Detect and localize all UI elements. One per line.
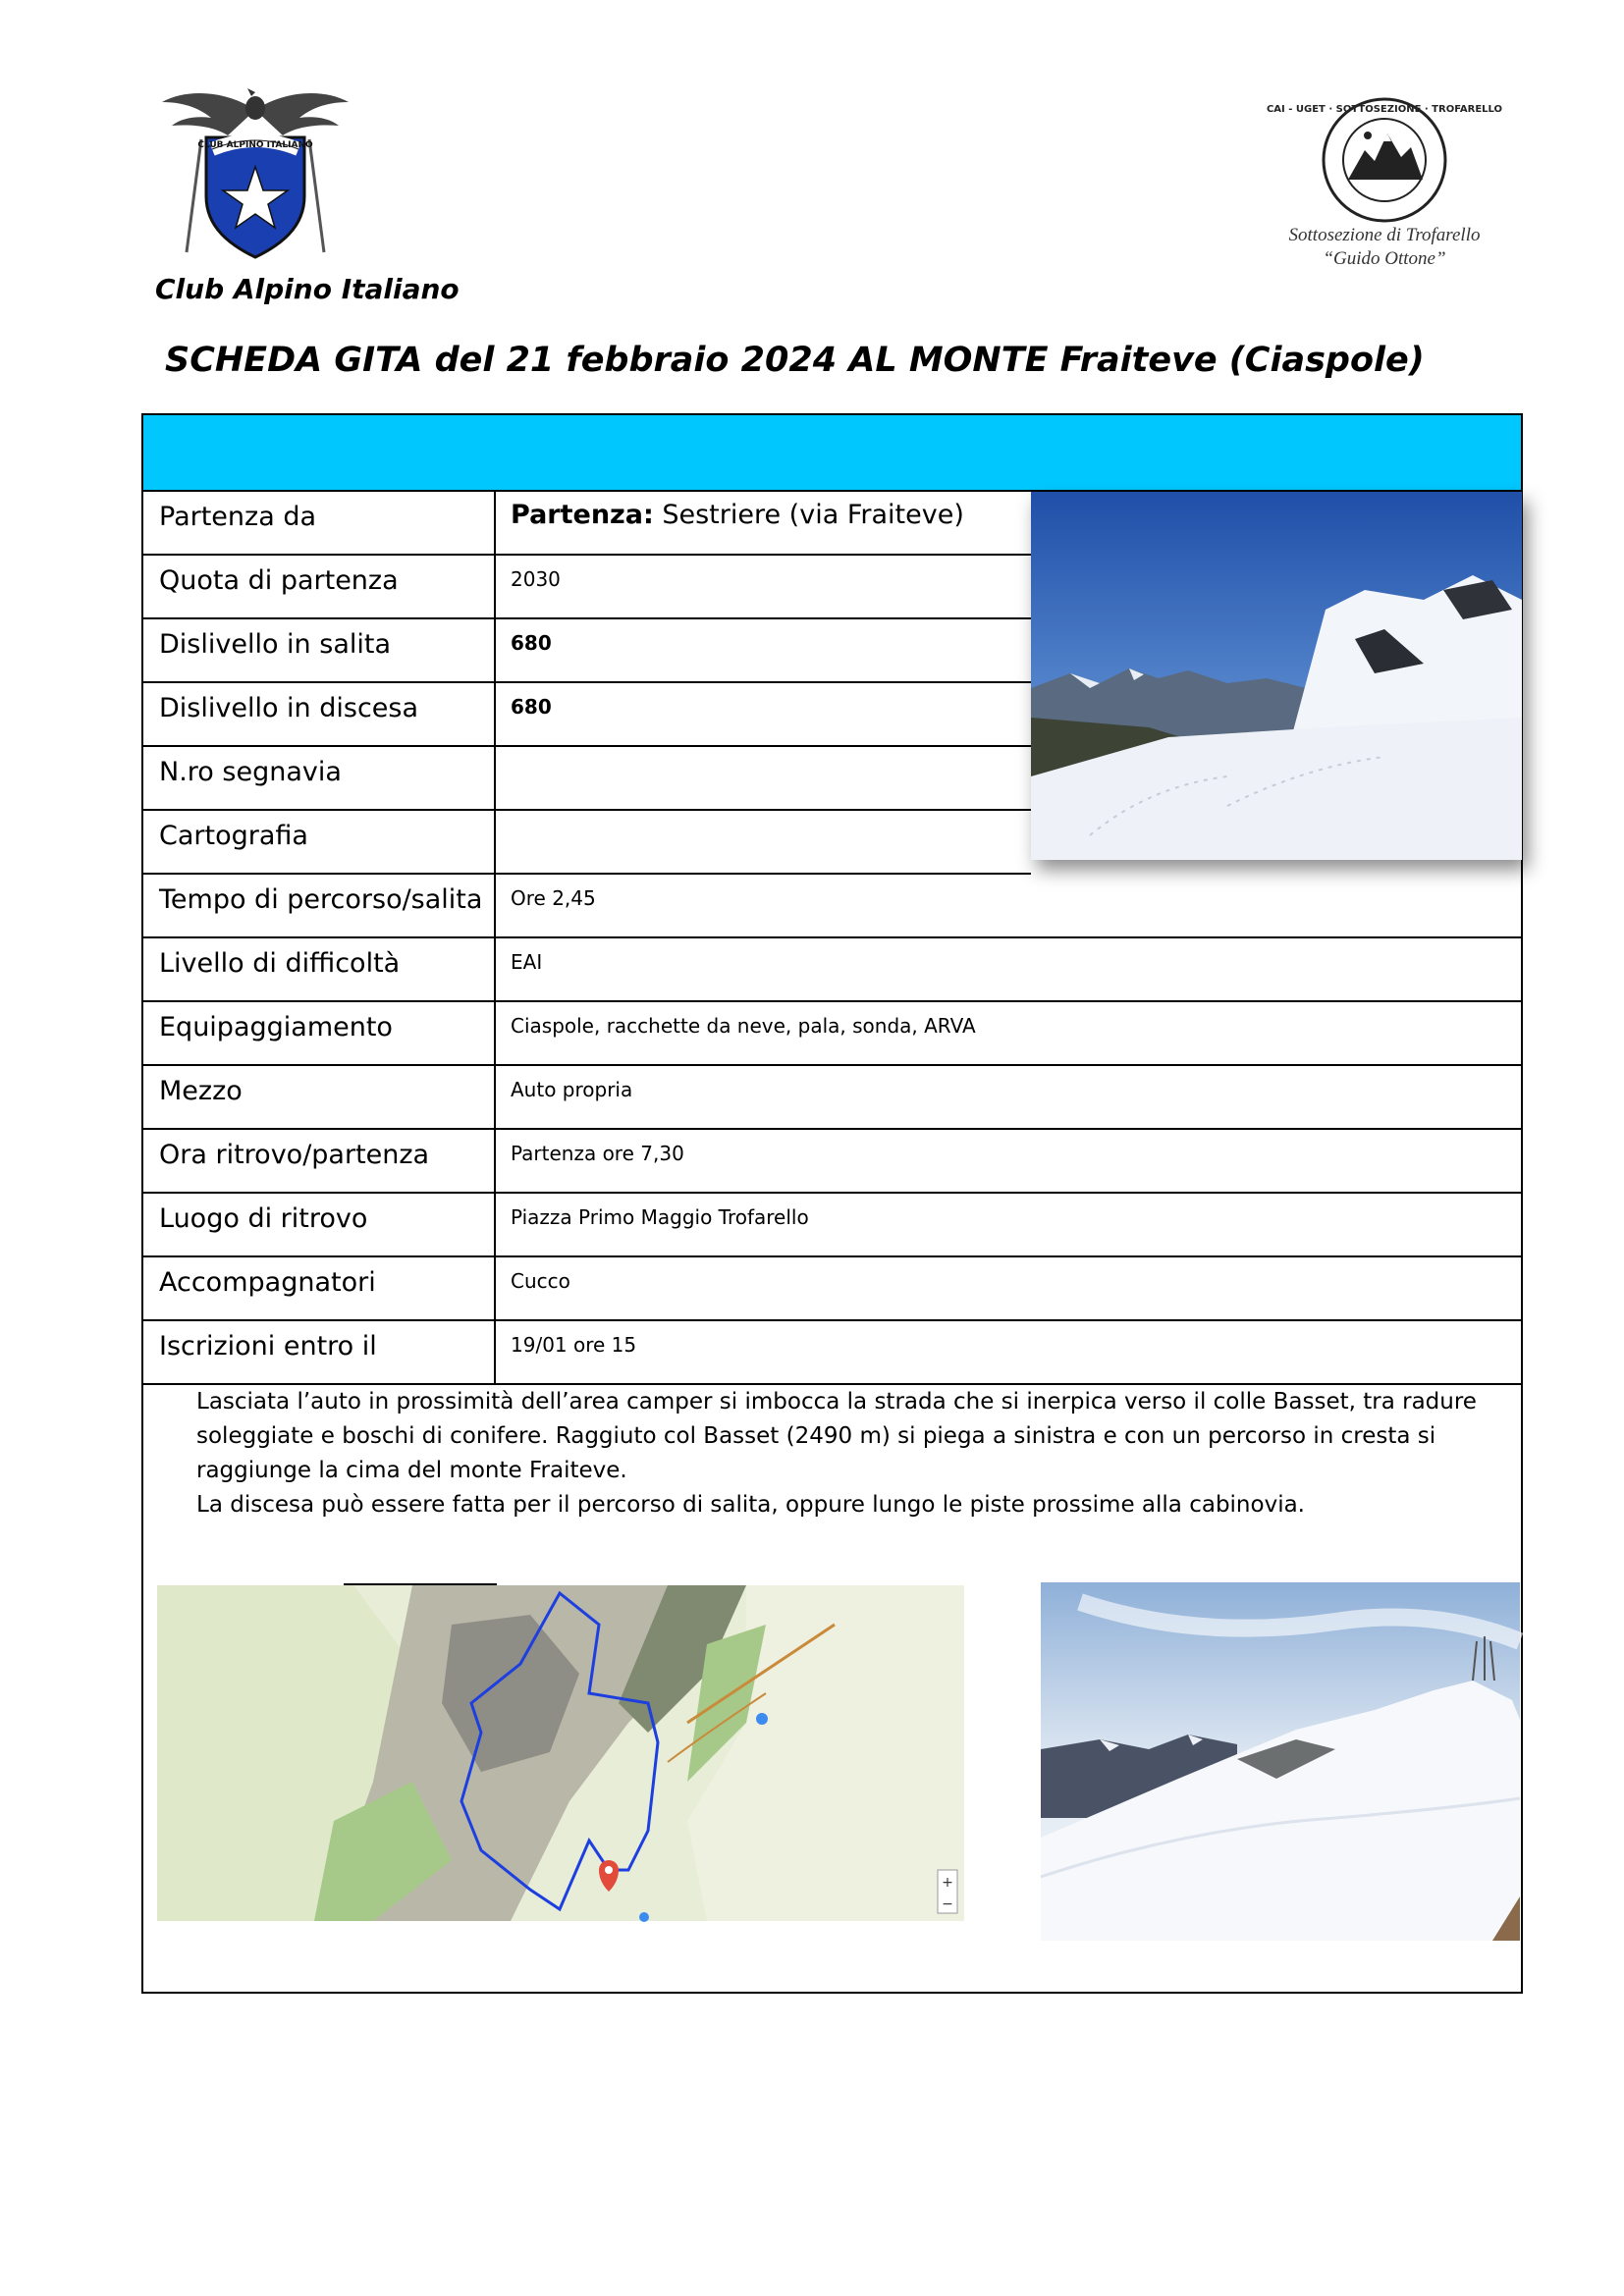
row-value: Partenza ore 7,30	[511, 1142, 684, 1165]
description-line: raggiunge la cima del monte Fraiteve.	[196, 1458, 627, 1483]
page-title: SCHEDA GITA del 21 febbraio 2024 AL MONTE Fraiteve (Ciaspole)	[165, 341, 1425, 380]
table-row	[143, 1002, 1521, 1066]
start-value-label: Partenza:	[511, 500, 654, 530]
table-row	[143, 619, 1031, 683]
row-label: Accompagnatori	[159, 1267, 376, 1298]
section-name-line1: Sottosezione di Trofarello	[1288, 225, 1481, 245]
table-row	[143, 556, 1031, 619]
table-row	[143, 1194, 1521, 1257]
column-divider	[494, 811, 496, 873]
description-line: La discesa può essere fatta per il percorso di salita, oppure lungo le piste prossime alla cabinovia.	[196, 1492, 1305, 1518]
column-divider	[494, 1002, 496, 1064]
row-value: EAI	[511, 950, 543, 974]
start-value-text: Sestriere (via Fraiteve)	[653, 500, 964, 530]
row-label: Quota di partenza	[159, 565, 399, 596]
column-divider	[494, 683, 496, 745]
start-value	[511, 500, 964, 530]
column-divider	[494, 747, 496, 809]
table-header-bar	[143, 415, 1521, 492]
row-label: Luogo di ritrovo	[159, 1203, 368, 1234]
table-row	[143, 492, 1031, 556]
table-row	[143, 1066, 1521, 1130]
column-divider	[494, 1257, 496, 1319]
table-row	[143, 683, 1031, 747]
club-name: Club Alpino Italiano	[155, 273, 460, 305]
row-label: Mezzo	[159, 1076, 243, 1106]
row-label: Equipaggiamento	[159, 1012, 393, 1042]
row-label: Cartografia	[159, 821, 308, 851]
route-map	[157, 1585, 964, 1921]
row-value: Auto propria	[511, 1078, 633, 1101]
column-divider	[494, 492, 496, 554]
row-label: Dislivello in discesa	[159, 693, 419, 723]
table-row	[143, 747, 1031, 811]
column-divider	[494, 1130, 496, 1192]
table-row	[143, 938, 1521, 1002]
row-value: Piazza Primo Maggio Trofarello	[511, 1205, 809, 1229]
cai-logo-text: CLUB ALPINO ITALIANO	[197, 140, 313, 150]
column-divider	[494, 619, 496, 681]
row-label: Partenza da	[159, 502, 317, 532]
column-divider	[494, 1194, 496, 1255]
row-label: Livello di difficoltà	[159, 948, 401, 979]
table-row	[143, 1130, 1521, 1194]
column-divider	[494, 1066, 496, 1128]
section-name-line2: “Guido Ottone”	[1323, 248, 1446, 269]
column-divider	[494, 1321, 496, 1383]
table-row	[143, 1321, 1521, 1385]
column-divider	[494, 938, 496, 1000]
column-divider	[494, 875, 496, 936]
table-row	[143, 1257, 1521, 1321]
row-value: 2030	[511, 567, 561, 591]
row-value: 680	[511, 631, 552, 655]
cai-logo	[157, 80, 353, 267]
section-logo-text: CAI - UGET · SOTTOSEZIONE · TROFARELLO	[1266, 104, 1503, 115]
column-divider	[494, 556, 496, 617]
row-label: Tempo di percorso/salita	[159, 884, 483, 915]
row-value: 680	[511, 695, 552, 719]
row-value: Ore 2,45	[511, 886, 596, 910]
section-logo	[1266, 96, 1503, 224]
table-row	[143, 811, 1031, 875]
section-name	[1252, 224, 1517, 271]
table-row	[143, 875, 1521, 938]
description-line: soleggiate e boschi di conifere. Raggiuto col Basset (2490 m) si piega a sinistra e con un percorso in cresta si	[196, 1423, 1436, 1449]
map-zoom-in: +	[942, 1875, 953, 1891]
snowy-ridge-photo	[1041, 1582, 1520, 1941]
row-label: Dislivello in salita	[159, 629, 391, 660]
route-description	[196, 1385, 1512, 1522]
row-label: Iscrizioni entro il	[159, 1331, 377, 1362]
row-value: Ciaspole, racchette da neve, pala, sonda, ARVA	[511, 1014, 976, 1038]
row-value: 19/01 ore 15	[511, 1333, 637, 1357]
row-value: Cucco	[511, 1269, 570, 1293]
snowy-mountain-photo	[1031, 492, 1522, 860]
row-label: N.ro segnavia	[159, 757, 342, 787]
map-zoom-out: −	[942, 1896, 953, 1912]
description-line: Lasciata l’auto in prossimità dell’area camper si imbocca la strada che si inerpica verso il colle Basset, tra radure	[196, 1389, 1477, 1415]
row-label: Ora ritrovo/partenza	[159, 1140, 430, 1170]
